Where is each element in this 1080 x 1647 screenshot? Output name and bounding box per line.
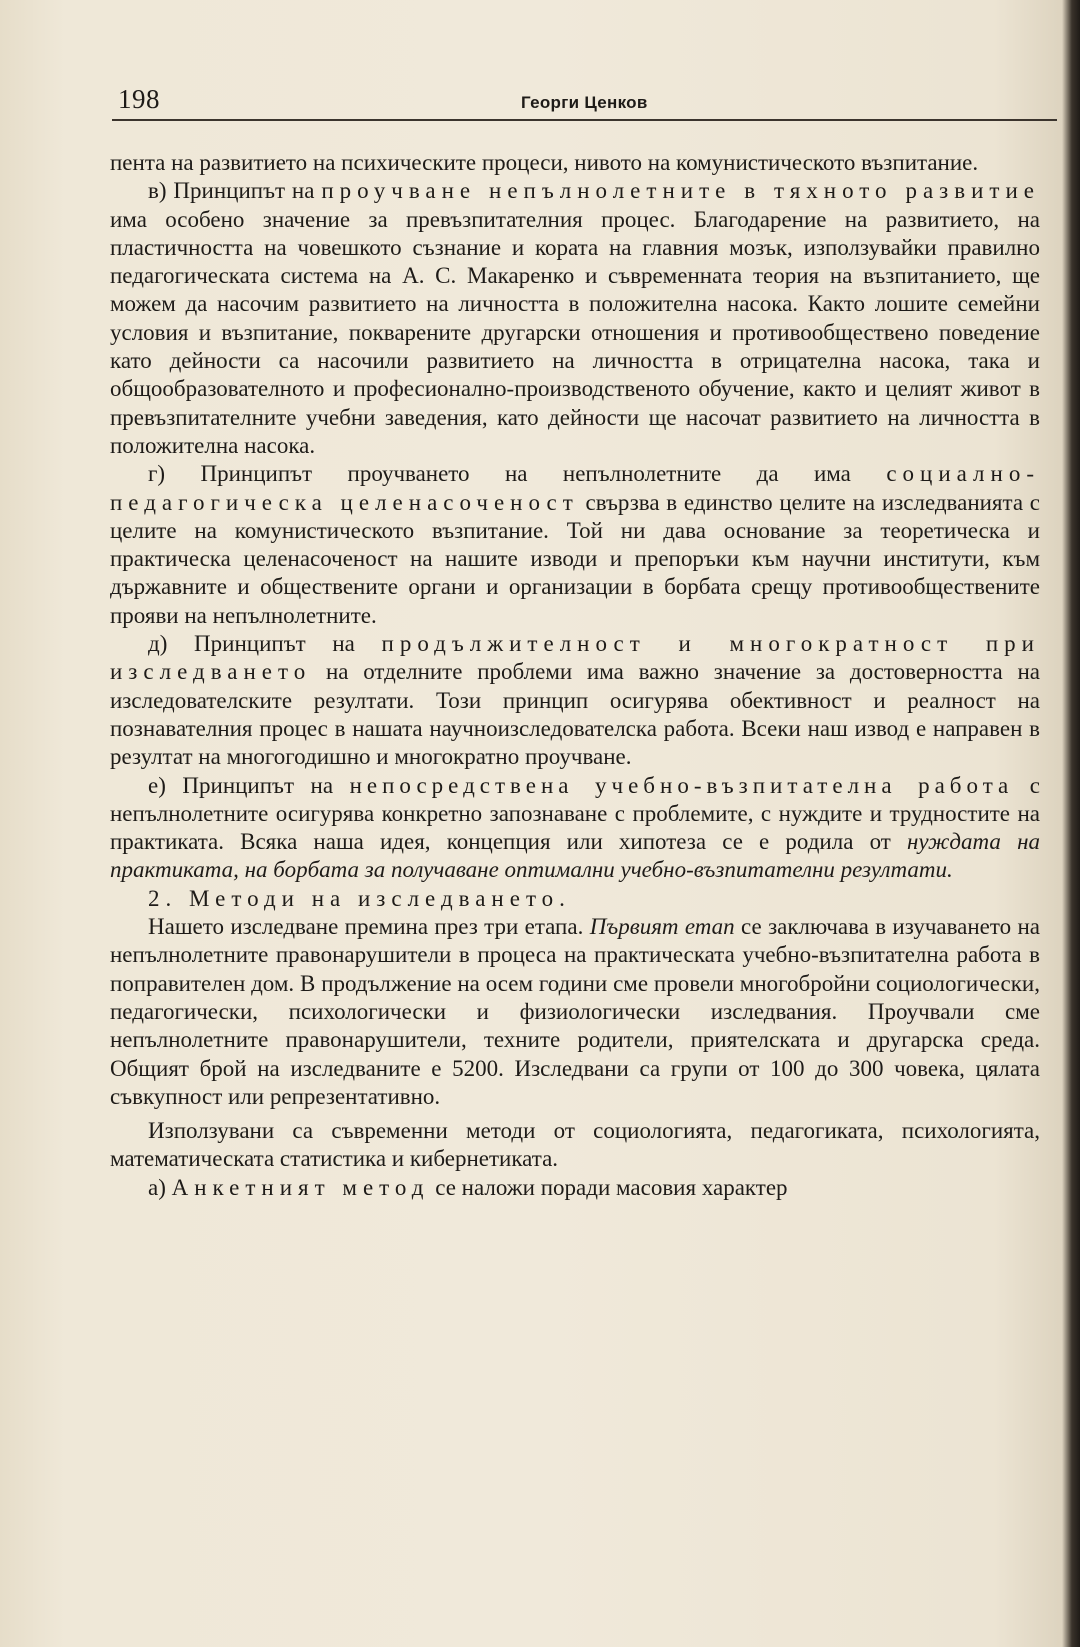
principle-emphasis: социално-педагогическа целенасоченост (110, 461, 1040, 515)
paragraph-text: Нашето изследване премина през три етапа. (148, 914, 590, 940)
header-rule (112, 119, 1057, 121)
page-header (112, 84, 1057, 124)
paragraph-text: пента на развитието на психическите процеси, нивото на комунистическото възпитание. (110, 150, 979, 175)
page-edge-shadow (1062, 0, 1080, 1647)
section-heading (110, 885, 1040, 913)
running-head-author: Георги Ценков (521, 93, 648, 112)
paragraph-continuation (110, 149, 1040, 177)
paragraph-text: се наложи поради масовия характер (429, 1174, 788, 1200)
paragraph-stages (110, 913, 1040, 1111)
paragraph-text: свързва в единство целите на изследванията с целите на комунистическото възпитание. Той ни дава основание за теоретическа и практическа целенасоченост на нашите изводи и препоръки към научни институти, към държавните и обществените органи и организации в борбата срещу противообществените прояви на непълнолетните. (110, 489, 1040, 628)
paragraph-text: на отделните проблеми има важно значение за достоверността на изследователските резултати. Този принцип осигурява обективност и реалност на познавателния процес в нашата научноизследователска работа. Всеки наш извод е направен в резултат на многогодишно и многократно проучване. (110, 659, 1040, 770)
paragraph-text: Използувани са съвременни методи от социологията, педагогиката, психологията, математическата статистика и кибернетиката. (110, 1118, 1040, 1172)
principle-label: г) Принципът проучването на непълнолетните да има (148, 461, 887, 487)
principle-emphasis: непосредствена учебно-възпитателна работа (349, 772, 1014, 798)
paragraph-principle-d (110, 630, 1040, 771)
paragraph-text: с непълнолетните осигурява конкретно запознаване с проблемите, с нуждите и трудностите на практиката. Всяка наша идея, концепция или хипотеза се е родила от (110, 772, 1040, 855)
paragraph-italic: Първият етап (589, 914, 735, 940)
principle-emphasis: проучване непълнолетните в тяхното развитие (321, 178, 1040, 204)
principle-emphasis: продължителност и многократност при изследването (110, 631, 1040, 685)
paragraph-principle-v (110, 177, 1040, 460)
principle-emphasis: Анкетният метод (171, 1174, 430, 1200)
paragraph-text: се заключава в изучаването на непълнолетните правонарушители в процеса на практическата учебно-възпитателна работа в поправителен дом. В продължение на осем години сме провели многобройни социологически, педагогически, психологически и физиологически изследвания. Проучвали сме непълнолетните правонарушители, техните родители, приятелската и другарска среда. Общият брой на изследваните е 5200. Изследвани са групи от 100 до 300 човека, цялата съвкупност или репрезентативно. (110, 914, 1040, 1109)
principle-label: е) Принципът на (148, 772, 350, 798)
principle-label: д) Принципът на (148, 631, 382, 657)
paragraph-text: има особено значение за превъзпитателния процес. Благодарение на развитието, на пластичността на човешкото съзнание и кората на главния мозък, използувайки правилно педагогическата система на А. С. Макаренко и съвременната теория на възпитанието, ще можем да насочим развитието на личността в положителна насока. Както лошите семейни условия и възпитание, покварените другарски отношения и противообществено поведение като дейности са насочили развитието на личността в отрицателна насока, така и общообразователното и професионално-производственото обучение, както и целият живот в превъзпитателните учебни заведения, като дейности ще насочат развитието на личността в положителна насока. (110, 206, 1040, 458)
paragraph-principle-g (110, 460, 1040, 630)
principle-label: а) (148, 1174, 172, 1200)
section-heading-text: 2. Методи на изследването. (148, 885, 571, 911)
page-number: 198 (118, 84, 160, 114)
paragraph-italic: нуждата на практиката, на борбата за получаване оптимални учебно-възпитателни резултати. (110, 829, 1040, 883)
paragraph-principle-e (110, 772, 1040, 885)
principle-label: в) Принципът на (148, 178, 322, 204)
body-text (110, 149, 1040, 1202)
paragraph-method-a (110, 1174, 1040, 1202)
paragraph-methods (110, 1117, 1040, 1174)
